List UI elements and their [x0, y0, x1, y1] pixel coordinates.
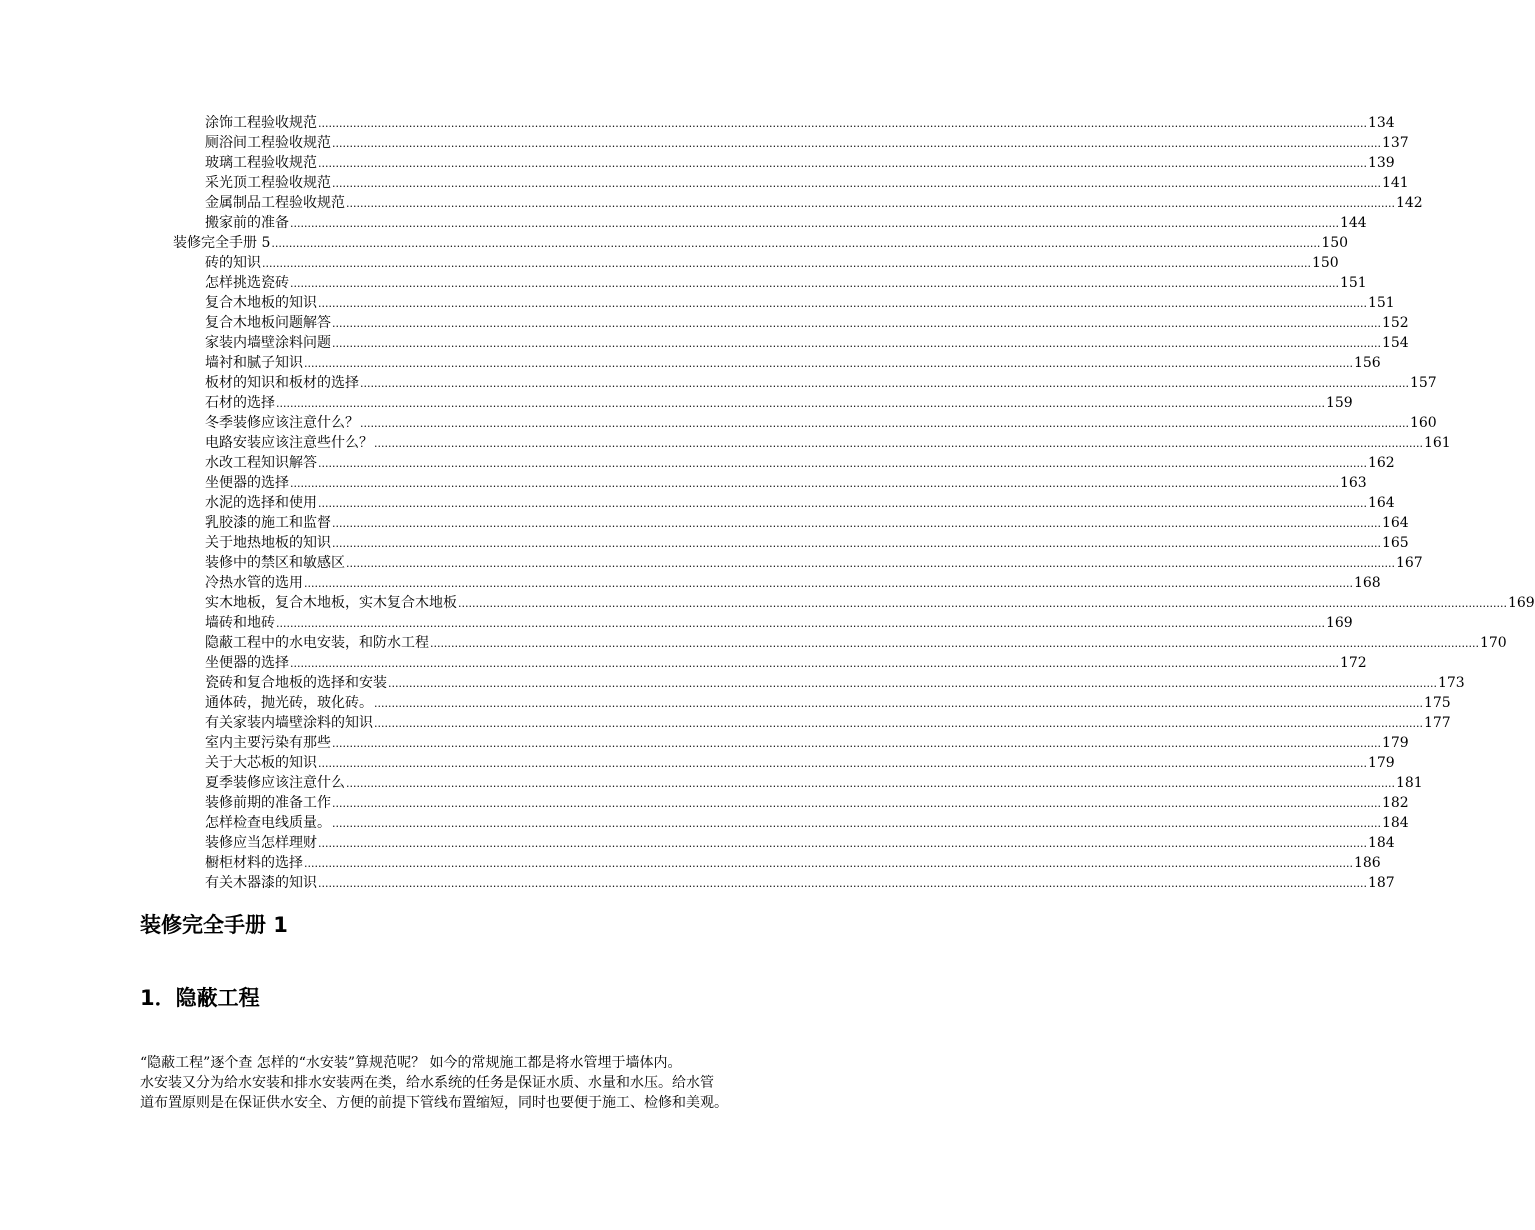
toc-entry-page-number: 186	[1353, 855, 1381, 871]
section-heading: 装修完全手册 1	[140, 913, 288, 937]
toc-entry-title: 瓷砖和复合地板的选择和安装	[205, 675, 387, 691]
toc-entry-title: 冷热水管的选用	[205, 575, 303, 591]
toc-entry-title: 砖的知识	[205, 255, 261, 271]
toc-entry[interactable]	[0, 413, 1437, 433]
toc-entry-page-number: 164	[1367, 495, 1395, 511]
toc-entry-page-number: 144	[1339, 215, 1367, 231]
toc-entry-title: 厕浴间工程验收规范	[205, 135, 331, 151]
toc-entry-page-number: 160	[1409, 415, 1437, 431]
toc-entry-page-number: 169	[1325, 615, 1353, 631]
toc-entry-title: 石材的选择	[205, 395, 275, 411]
toc-entry-title: 装修完全手册 5	[173, 235, 271, 251]
toc-entry-title: 通体砖，抛光砖，玻化砖。	[205, 695, 373, 711]
toc-entry-title: 搬家前的准备	[205, 215, 289, 231]
toc-entry-page-number: 164	[1381, 515, 1409, 531]
toc-dot-leader: ............................................................................................................................................................................................................................................................................................................	[318, 457, 1367, 470]
toc-entry-title: 关于地热地板的知识	[205, 535, 331, 551]
toc-entry[interactable]	[0, 633, 1507, 653]
toc-dot-leader: ............................................................................................................................................................................................................................................................................................................	[430, 637, 1479, 650]
toc-entry[interactable]	[0, 353, 1381, 373]
toc-entry-title: 电路安装应该注意些什么？	[205, 435, 373, 451]
toc-entry[interactable]	[0, 853, 1381, 873]
toc-dot-leader: ............................................................................................................................................................................................................................................................................................................	[332, 517, 1381, 530]
toc-dot-leader: ............................................................................................................................................................................................................................................................................................................	[262, 257, 1311, 270]
toc-dot-leader: ............................................................................................................................................................................................................................................................................................................	[318, 757, 1367, 770]
toc-dot-leader: ............................................................................................................................................................................................................................................................................................................	[374, 697, 1423, 710]
toc-entry-page-number: 179	[1381, 735, 1409, 751]
toc-entry[interactable]	[0, 833, 1395, 853]
toc-entry-title: 夏季装修应该注意什么	[205, 775, 345, 791]
toc-entry-title: 装修前期的准备工作	[205, 795, 331, 811]
toc-dot-leader: ............................................................................................................................................................................................................................................................................................................	[360, 377, 1409, 390]
toc-entry-page-number: 168	[1353, 575, 1381, 591]
toc-entry-page-number: 184	[1381, 815, 1409, 831]
body-line: 水安装又分为给水安装和排水安装两在类，给水系统的任务是保证水质、水量和水压。给水管	[140, 1075, 714, 1091]
toc-entry[interactable]	[0, 473, 1367, 493]
toc-entry-page-number: 157	[1409, 375, 1437, 391]
toc-entry[interactable]	[0, 793, 1409, 813]
toc-dot-leader: ............................................................................................................................................................................................................................................................................................................	[346, 197, 1395, 210]
toc-entry-page-number: 150	[1321, 235, 1349, 251]
toc-entry-page-number: 184	[1367, 835, 1395, 851]
toc-entry-title: 怎样挑选瓷砖	[205, 275, 289, 291]
toc-entry[interactable]	[0, 113, 1395, 133]
toc-dot-leader: ............................................................................................................................................................................................................................................................................................................	[318, 497, 1367, 510]
toc-entry-page-number: 159	[1325, 395, 1353, 411]
toc-entry-page-number: 179	[1367, 755, 1395, 771]
toc-entry[interactable]	[0, 733, 1409, 753]
toc-entry[interactable]	[0, 573, 1381, 593]
toc-dot-leader: ............................................................................................................................................................................................................................................................................................................	[374, 717, 1423, 730]
toc-entry[interactable]	[0, 393, 1353, 413]
toc-entry-title: 家装内墙壁涂料问题	[205, 335, 331, 351]
toc-dot-leader: ............................................................................................................................................................................................................................................................................................................	[360, 417, 1409, 430]
toc-entry[interactable]	[0, 713, 1451, 733]
toc-entry-page-number: 167	[1395, 555, 1423, 571]
toc-entry[interactable]	[0, 493, 1395, 513]
toc-entry-title: 装修中的禁区和敏感区	[205, 555, 345, 571]
toc-dot-leader: ............................................................................................................................................................................................................................................................................................................	[290, 217, 1339, 230]
toc-entry-page-number: 172	[1339, 655, 1367, 671]
toc-entry-page-number: 162	[1367, 455, 1395, 471]
toc-dot-leader: ............................................................................................................................................................................................................................................................................................................	[458, 597, 1507, 610]
toc-entry-title: 水改工程知识解答	[205, 455, 317, 471]
subsection-heading: 1．隐蔽工程	[140, 986, 260, 1010]
table-of-contents	[0, 113, 1535, 893]
toc-entry-page-number: 187	[1367, 875, 1395, 891]
body-paragraph	[140, 1053, 820, 1113]
toc-entry[interactable]	[0, 333, 1409, 353]
toc-entry-title: 怎样检查电线质量。	[205, 815, 331, 831]
toc-entry-title: 橱柜材料的选择	[205, 855, 303, 871]
toc-entry[interactable]	[0, 213, 1367, 233]
toc-entry[interactable]	[0, 173, 1409, 193]
toc-entry[interactable]	[0, 553, 1423, 573]
toc-entry[interactable]	[0, 673, 1465, 693]
toc-entry-page-number: 139	[1367, 155, 1395, 171]
toc-entry-title: 装修应当怎样理财	[205, 835, 317, 851]
toc-dot-leader: ............................................................................................................................................................................................................................................................................................................	[332, 137, 1381, 150]
toc-entry[interactable]	[0, 233, 1349, 253]
toc-entry-title: 关于大芯板的知识	[205, 755, 317, 771]
toc-entry-title: 墙衬和腻子知识	[205, 355, 303, 371]
body-line: 道布置原则是在保证供水安全、方便的前提下管线布置缩短，同时也要便于施工、检修和美观。	[140, 1095, 728, 1111]
body-line: “隐蔽工程”逐个查 怎样的“水安装”算规范呢？ 如今的常规施工都是将水管埋于墙体内。	[140, 1055, 682, 1071]
toc-dot-leader: ............................................................................................................................................................................................................................................................................................................	[304, 357, 1353, 370]
toc-entry[interactable]	[0, 133, 1409, 153]
toc-entry-title: 板材的知识和板材的选择	[205, 375, 359, 391]
toc-dot-leader: ............................................................................................................................................................................................................................................................................................................	[332, 177, 1381, 190]
toc-dot-leader: ............................................................................................................................................................................................................................................................................................................	[332, 817, 1381, 830]
toc-entry-title: 实木地板，复合木地板，实木复合木地板	[205, 595, 457, 611]
toc-dot-leader: ............................................................................................................................................................................................................................................................................................................	[332, 797, 1381, 810]
toc-entry-title: 墙砖和地砖	[205, 615, 275, 631]
toc-dot-leader: ............................................................................................................................................................................................................................................................................................................	[318, 837, 1367, 850]
toc-entry-title: 隐蔽工程中的水电安装，和防水工程	[205, 635, 429, 651]
toc-dot-leader: ............................................................................................................................................................................................................................................................................................................	[304, 577, 1353, 590]
toc-dot-leader: ............................................................................................................................................................................................................................................................................................................	[271, 237, 1321, 250]
toc-entry-title: 复合木地板问题解答	[205, 315, 331, 331]
toc-entry-title: 金属制品工程验收规范	[205, 195, 345, 211]
toc-entry-page-number: 173	[1437, 675, 1465, 691]
toc-entry-page-number: 152	[1381, 315, 1409, 331]
toc-dot-leader: ............................................................................................................................................................................................................................................................................................................	[290, 277, 1339, 290]
toc-entry[interactable]	[0, 193, 1423, 213]
toc-dot-leader: ............................................................................................................................................................................................................................................................................................................	[388, 677, 1437, 690]
toc-entry-title: 室内主要污染有那些	[205, 735, 331, 751]
toc-entry-page-number: 137	[1381, 135, 1409, 151]
toc-entry[interactable]	[0, 693, 1451, 713]
toc-entry[interactable]	[0, 533, 1409, 553]
toc-dot-leader: ............................................................................................................................................................................................................................................................................................................	[332, 737, 1381, 750]
toc-entry-title: 有关家装内墙壁涂料的知识	[205, 715, 373, 731]
toc-entry-title: 坐便器的选择	[205, 475, 289, 491]
toc-dot-leader: ............................................................................................................................................................................................................................................................................................................	[276, 397, 1325, 410]
toc-entry-page-number: 154	[1381, 335, 1409, 351]
toc-dot-leader: ............................................................................................................................................................................................................................................................................................................	[290, 477, 1339, 490]
toc-dot-leader: ............................................................................................................................................................................................................................................................................................................	[304, 857, 1353, 870]
toc-entry[interactable]	[0, 613, 1353, 633]
toc-dot-leader: ............................................................................................................................................................................................................................................................................................................	[318, 297, 1367, 310]
toc-entry-title: 水泥的选择和使用	[205, 495, 317, 511]
toc-entry[interactable]	[0, 773, 1423, 793]
toc-dot-leader: ............................................................................................................................................................................................................................................................................................................	[318, 877, 1367, 890]
toc-entry-page-number: 165	[1381, 535, 1409, 551]
toc-entry-page-number: 151	[1367, 295, 1395, 311]
toc-dot-leader: ............................................................................................................................................................................................................................................................................................................	[374, 437, 1423, 450]
toc-entry-page-number: 151	[1339, 275, 1367, 291]
toc-entry-page-number: 181	[1395, 775, 1423, 791]
toc-entry-title: 涂饰工程验收规范	[205, 115, 317, 131]
toc-dot-leader: ............................................................................................................................................................................................................................................................................................................	[276, 617, 1325, 630]
toc-dot-leader: ............................................................................................................................................................................................................................................................................................................	[332, 317, 1381, 330]
toc-entry[interactable]	[0, 593, 1535, 613]
toc-entry-page-number: 141	[1381, 175, 1409, 191]
toc-dot-leader: ............................................................................................................................................................................................................................................................................................................	[332, 337, 1381, 350]
toc-entry-page-number: 156	[1353, 355, 1381, 371]
toc-entry[interactable]	[0, 753, 1395, 773]
toc-entry-page-number: 182	[1381, 795, 1409, 811]
toc-dot-leader: ............................................................................................................................................................................................................................................................................................................	[346, 777, 1395, 790]
toc-entry-page-number: 175	[1423, 695, 1451, 711]
toc-entry[interactable]	[0, 653, 1367, 673]
toc-entry-title: 有关木器漆的知识	[205, 875, 317, 891]
toc-entry-page-number: 161	[1423, 435, 1451, 451]
toc-entry-page-number: 170	[1479, 635, 1507, 651]
toc-dot-leader: ............................................................................................................................................................................................................................................................................................................	[346, 557, 1395, 570]
toc-entry-title: 乳胶漆的施工和监督	[205, 515, 331, 531]
toc-entry-title: 采光顶工程验收规范	[205, 175, 331, 191]
toc-entry-page-number: 177	[1423, 715, 1451, 731]
toc-entry[interactable]	[0, 273, 1367, 293]
toc-entry[interactable]	[0, 513, 1409, 533]
toc-entry-page-number: 142	[1395, 195, 1423, 211]
toc-entry[interactable]	[0, 293, 1395, 313]
toc-entry-title: 坐便器的选择	[205, 655, 289, 671]
toc-dot-leader: ............................................................................................................................................................................................................................................................................................................	[290, 657, 1339, 670]
toc-entry[interactable]	[0, 153, 1395, 173]
toc-dot-leader: ............................................................................................................................................................................................................................................................................................................	[318, 157, 1367, 170]
toc-entry-page-number: 150	[1311, 255, 1339, 271]
toc-entry[interactable]	[0, 873, 1395, 893]
toc-entry-title: 冬季装修应该注意什么？	[205, 415, 359, 431]
toc-entry-title: 玻璃工程验收规范	[205, 155, 317, 171]
toc-dot-leader: ............................................................................................................................................................................................................................................................................................................	[318, 117, 1367, 130]
toc-entry[interactable]	[0, 453, 1395, 473]
toc-entry-page-number: 134	[1367, 115, 1395, 131]
toc-entry[interactable]	[0, 373, 1437, 393]
toc-entry-page-number: 169	[1507, 595, 1535, 611]
toc-entry[interactable]	[0, 433, 1451, 453]
toc-entry[interactable]	[0, 253, 1339, 273]
toc-dot-leader: ............................................................................................................................................................................................................................................................................................................	[332, 537, 1381, 550]
toc-entry[interactable]	[0, 313, 1409, 333]
toc-entry-title: 复合木地板的知识	[205, 295, 317, 311]
toc-entry-page-number: 163	[1339, 475, 1367, 491]
toc-entry[interactable]	[0, 813, 1409, 833]
